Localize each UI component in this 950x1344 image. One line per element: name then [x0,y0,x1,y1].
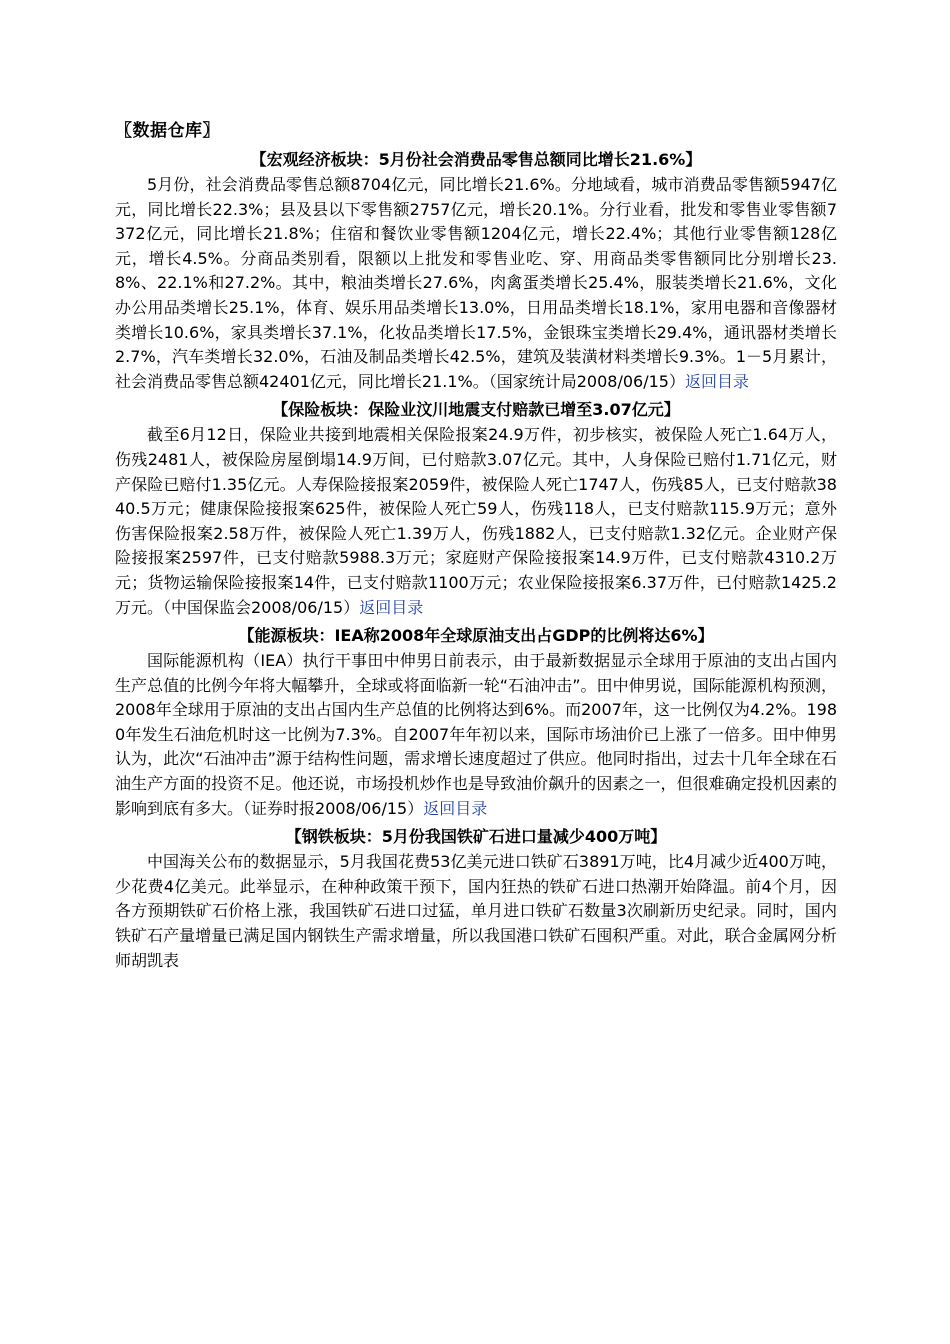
article-title: 【保险板块：保险业汶川地震支付赔款已增至3.07亿元】 [272,400,680,420]
back-to-toc-link[interactable]: 返回目录 [423,798,488,818]
article-text: 截至6月12日，保险业共接到地震相关保险报案24.9万件，初步核实，被保险人死亡1.64万人，伤残2481人，被保险房屋倒塌14.9万间，已付赔款3.07亿元。其中，人身保险已赔付1.71亿元，财产保险已赔付1.35亿元。人寿保险接报案2059件，被保险人死亡1747人，伤残85人，已支付赔款3840.5万元；健康保险接报案625件，被保险人死亡59人，伤残118人，已支付赔款115.9万元；意外伤害保险报案2.58万件，被保险人死亡1.39万人，伤残1882人，已支付赔款1.32亿元。企业财产保险接报案2597件，已支付赔款5988.3万元；家庭财产保险接报案14.9万件，已支付赔款4310.2万元；货物运输保险接报案14件，已支付赔款1100万元；农业保险接报案6.37万件，已付赔款1425.2万元。 [115,425,837,617]
document-page [115,118,837,975]
article-title: 【能源板块：IEA称2008年全球原油支出占GDP的比例将达6%】 [238,626,714,646]
article-macro-economy [115,146,837,394]
article-source: （国家统计局2008/06/15） [488,371,685,391]
article-body [115,173,837,394]
section-header: 〖数据仓库〗 [115,121,220,141]
article-title: 【钢铁板块：5月份我国铁矿石进口量减少400万吨】 [285,827,667,847]
article-energy [115,622,837,821]
article-title: 【宏观经济板块：5月份社会消费品零售总额同比增长21.6%】 [250,150,702,169]
article-insurance [115,396,837,620]
article-body [115,850,837,973]
article-text: 国际能源机构（IEA）执行干事田中伸男日前表示，由于最新数据显示全球用于原油的支出占国内生产总值的比例今年将大幅攀升，全球或将面临新一轮“石油冲击”。田中伸男说，国际能源机构预测，2008年全球用于原油的支出占国内生产总值的比例将达到6%。而2007年，这一比例仅为4.2%。1980年发生石油危机时这一比例为7.3%。自2007年年初以来，国际市场油价已上涨了一倍多。田中伸男认为，此次“石油冲击”源于结构性问题，需求增长速度超过了供应。他同时指出，过去十几年全球在石油生产方面的投资不足。他还说，市场投机炒作也是导致油价飙升的因素之一，但很难确定投机因素的影响到底有多大。 [115,651,838,818]
article-body [115,423,837,620]
article-text: 中国海关公布的数据显示，5月我国花费53亿美元进口铁矿石3891万吨，比4月减少近400万吨，少花费4亿美元。此举显示，在种种政策干预下，国内狂热的铁矿石进口热潮开始降温。前4个月，因各方预期铁矿石价格上涨，我国铁矿石进口过猛，单月进口铁矿石数量3次刷新历史纪录。同时，国内铁矿石产量增量已满足国内钢铁生产需求增量，所以我国港口铁矿石囤积严重。对此，联合金属网分析师胡凯表 [115,852,837,970]
article-body [115,649,837,821]
back-to-toc-link[interactable]: 返回目录 [684,371,749,391]
back-to-toc-link[interactable]: 返回目录 [359,597,424,617]
article-steel [115,823,837,973]
article-text: 5月份，社会消费品零售总额8704亿元，同比增长21.6%。分地域看，城市消费品零售额5947亿元，同比增长22.3%；县及县以下零售额2757亿元，增长20.1%。分行业看，批发和零售业零售额7372亿元，同比增长21.8%；住宿和餐饮业零售额1204亿元，增长22.4%；其他行业零售额128亿元，增长4.5%。分商品类别看，限额以上批发和零售业吃、穿、用商品类零售额同比分别增长23.8%、22.1%和27.2%。其中，粮油类增长27.6%，肉禽蛋类增长25.4%，服装类增长21.6%，文化办公用品类增长25.1%，体育、娱乐用品类增长13.0%，日用品类增长18.1%，家用电器和音像器材类增长10.6%，家具类增长37.1%，化妆品类增长17.5%，金银珠宝类增长29.4%，通讯器材类增长2.7%，汽车类增长32.0%，石油及制品类增长42.5%，建筑及装潢材料类增长9.3%。1－5月累计，社会消费品零售总额42401亿元，同比增长21.1%。 [115,175,837,391]
article-source: （证券时报2008/06/15） [243,798,424,818]
article-source: （中国保监会2008/06/15） [163,597,360,617]
